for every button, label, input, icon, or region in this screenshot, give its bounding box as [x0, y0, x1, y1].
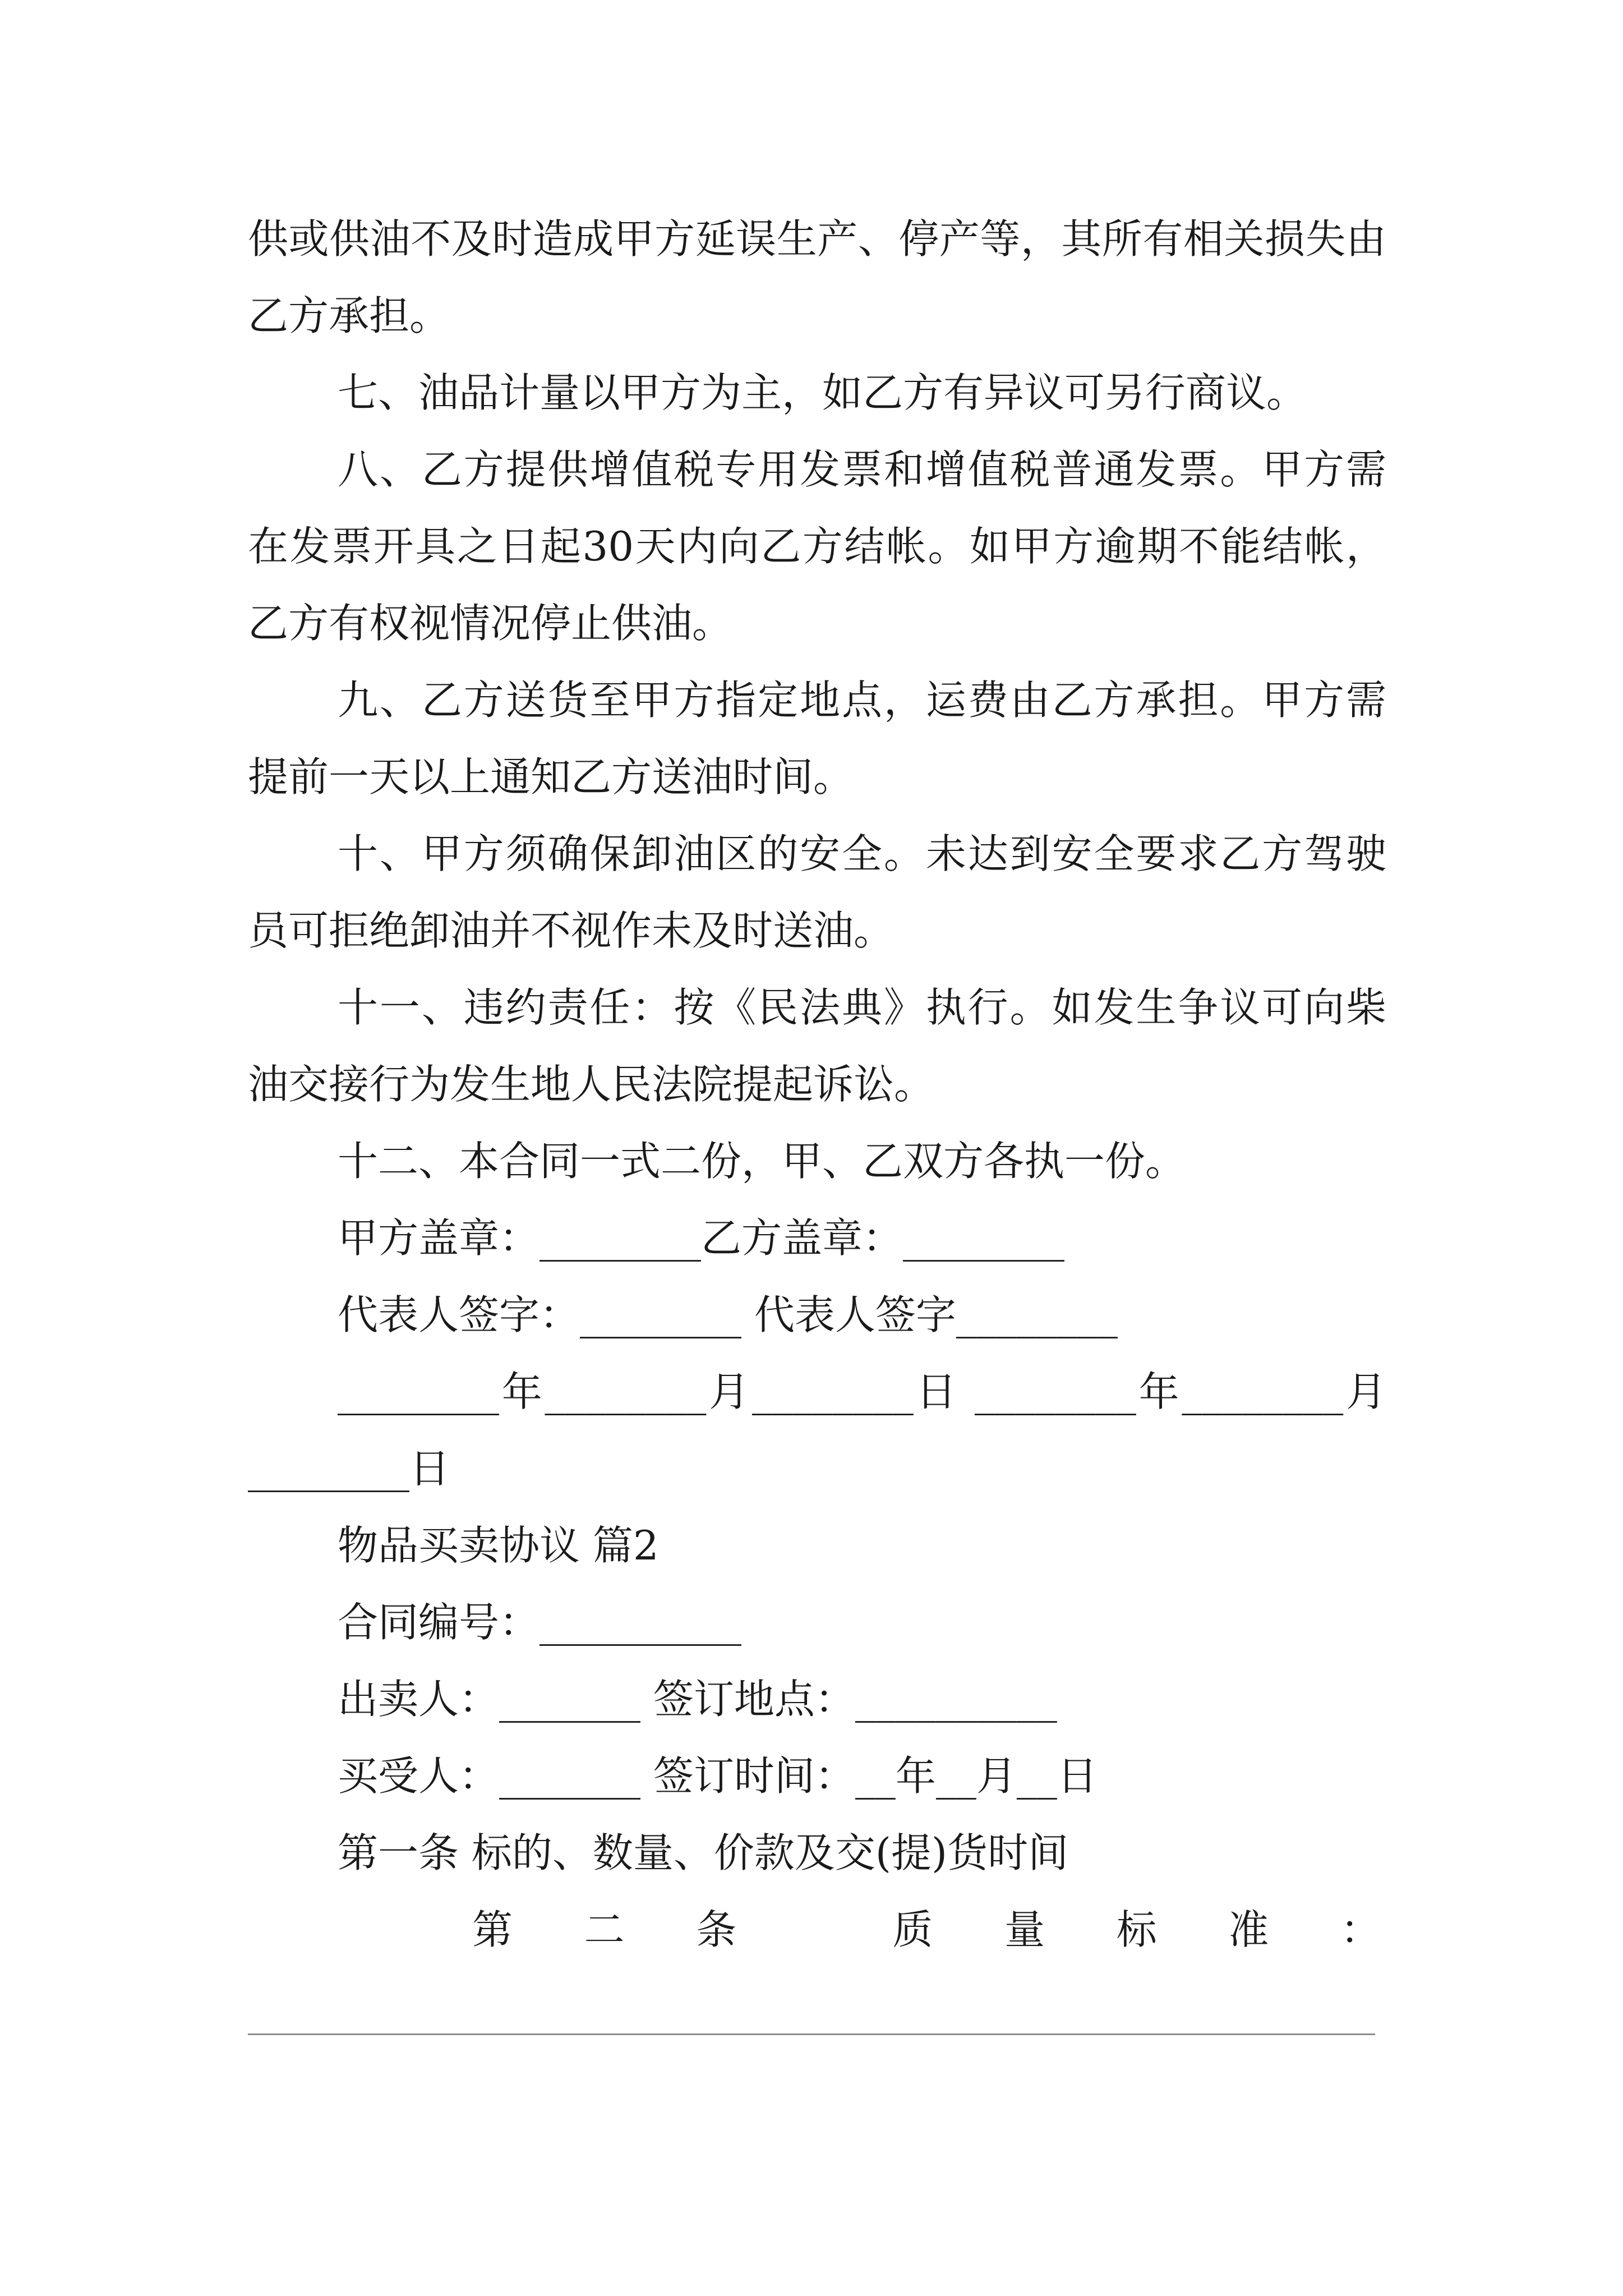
article-1: 第一条 标的、数量、价款及交(提)货时间	[338, 1829, 1069, 1876]
paragraph-continuation: 供或供油不及时造成甲方延误生产、停产等，其所有相关损失由乙方承担。	[248, 215, 1386, 339]
document-body	[248, 201, 1386, 1968]
seal-line: 甲方盖章：________乙方盖章：________	[338, 1214, 1065, 1262]
clause-11: 十一、违约责任：按《民法典》执行。如发生争议可向柴油交接行为发生地人民法院提起诉讼。	[248, 984, 1386, 1108]
clause-9: 九、乙方送货至甲方指定地点，运费由乙方承担。甲方需提前一天以上通知乙方送油时间。	[248, 677, 1386, 800]
article-2: 第二条 质量标准：	[472, 1906, 1381, 1953]
clause-7: 七、油品计量以甲方为主，如乙方有异议可另行商议。	[338, 369, 1307, 416]
clause-10: 十、甲方须确保卸油区的安全。未达到安全要求乙方驾驶员可拒绝卸油并不视作未及时送油。	[248, 830, 1386, 954]
clause-12: 十二、本合同一式二份，甲、乙双方各执一份。	[338, 1138, 1186, 1185]
clause-8: 八、乙方提供增值税专用发票和增值税普通发票。甲方需在发票开具之日起30天内向乙方结帐。如甲方逾期不能结帐，乙方有权视情况停止供油。	[248, 446, 1386, 647]
signature-line: 代表人签字：________ 代表人签字________	[338, 1291, 1118, 1338]
buyer-line: 买受人：_______ 签订时间：__年__月__日	[338, 1752, 1098, 1800]
section-title: 物品买卖协议 篇2	[338, 1522, 659, 1569]
contract-number: 合同编号：__________	[338, 1599, 742, 1646]
blank-fill-line	[248, 2033, 1375, 2035]
date-line: ________年________月________日 ________年________月________日	[248, 1368, 1386, 1492]
seller-line: 出卖人：_______ 签订地点：__________	[338, 1676, 1057, 1723]
